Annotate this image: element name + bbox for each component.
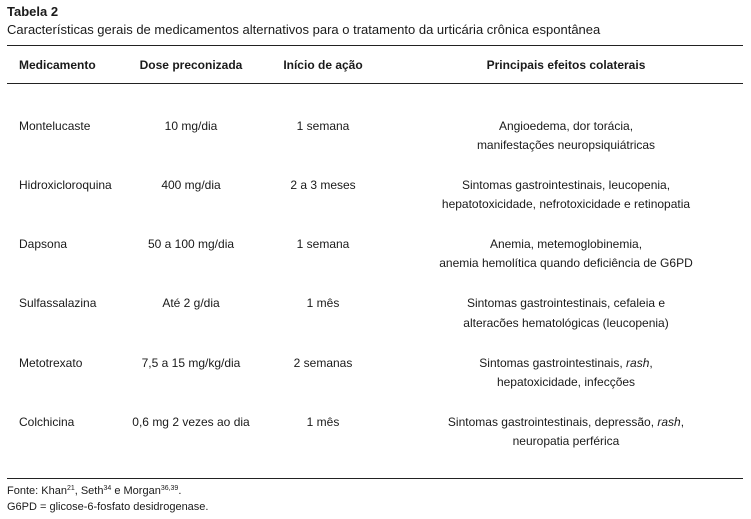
cell-onset: 1 semana — [296, 119, 350, 133]
cell-effects: Angioedema, dor torácia, — [498, 119, 634, 133]
effects-italic: rash — [657, 415, 681, 429]
header-rule — [7, 83, 743, 84]
cell-drug: Sulfassalazina — [19, 296, 97, 310]
effects-text: Sintomas gastrointestinais, — [479, 356, 627, 370]
cell-dose: Até 2 g/dia — [162, 296, 220, 310]
cell-onset: 1 semana — [296, 237, 350, 251]
effects-italic: rash — [626, 356, 650, 370]
footer-ref: 34 — [103, 485, 112, 492]
cell-onset: 2 a 3 meses — [290, 178, 356, 192]
cell-drug: Metotrexato — [19, 356, 83, 370]
cell-dose: 10 mg/dia — [164, 119, 218, 133]
cell-effects: Sintomas gastrointestinais, leucopenia, — [461, 178, 671, 192]
cell-onset: 2 semanas — [293, 356, 353, 370]
table-title: Tabela 2 — [7, 4, 59, 19]
cell-onset: 1 mês — [306, 415, 340, 429]
cell-drug: Hidroxicloroquina — [19, 178, 112, 192]
cell-effects: neuropatia perférica — [512, 434, 620, 448]
cell-onset: 1 mês — [306, 296, 340, 310]
cell-dose: 50 a 100 mg/dia — [147, 237, 235, 251]
cell-effects: hepatoxicidade, infecções — [496, 375, 636, 389]
cell-dose: 400 mg/dia — [161, 178, 221, 192]
cell-effects — [396, 413, 736, 432]
bottom-rule — [7, 478, 743, 479]
effects-text: , — [649, 356, 653, 370]
footer-source — [7, 485, 181, 497]
cell-drug: Dapsona — [19, 237, 68, 251]
cell-effects: Anemia, metemoglobinemia, — [489, 237, 643, 251]
effects-text: , — [680, 415, 685, 429]
footer-ref: 36,39 — [160, 485, 179, 492]
cell-drug: Colchicina — [19, 415, 75, 429]
top-rule — [7, 45, 743, 46]
footer-ref: 21 — [66, 485, 75, 492]
cell-effects: manifestações neuropsiquiátricas — [476, 138, 656, 152]
effects-text: Sintomas gastrointestinais, depressão, — [447, 415, 658, 429]
cell-dose: 7,5 a 15 mg/kg/dia — [141, 356, 241, 370]
header-onset: Início de ação — [283, 58, 363, 72]
footer-text: e Morgan — [111, 485, 161, 497]
cell-effects — [396, 354, 736, 373]
cell-dose: 0,6 mg 2 vezes ao dia — [132, 415, 250, 429]
header-dose: Dose preconizada — [139, 58, 243, 72]
header-drug: Medicamento — [19, 58, 96, 72]
cell-effects: anemia hemolítica quando deficiência de G6PD — [439, 256, 693, 270]
header-effects: Principais efeitos colaterais — [486, 58, 646, 72]
cell-effects: alteracões hematológicas (leucopenia) — [463, 316, 669, 330]
table-caption: Características gerais de medicamentos alternativos para o tratamento da urticária crônica espontânea — [7, 22, 601, 37]
footer-text: . — [178, 485, 182, 497]
cell-effects: Sintomas gastrointestinais, cefaleia e — [466, 296, 666, 310]
footer-abbreviation: G6PD = glicose-6-fosfato desidrogenase. — [7, 501, 209, 513]
cell-drug: Montelucaste — [19, 119, 91, 133]
footer-text: , Seth — [74, 485, 104, 497]
cell-effects: hepatotoxicidade, nefrotoxicidade e retinopatia — [441, 197, 691, 211]
footer-text: Fonte: Khan — [7, 485, 67, 497]
